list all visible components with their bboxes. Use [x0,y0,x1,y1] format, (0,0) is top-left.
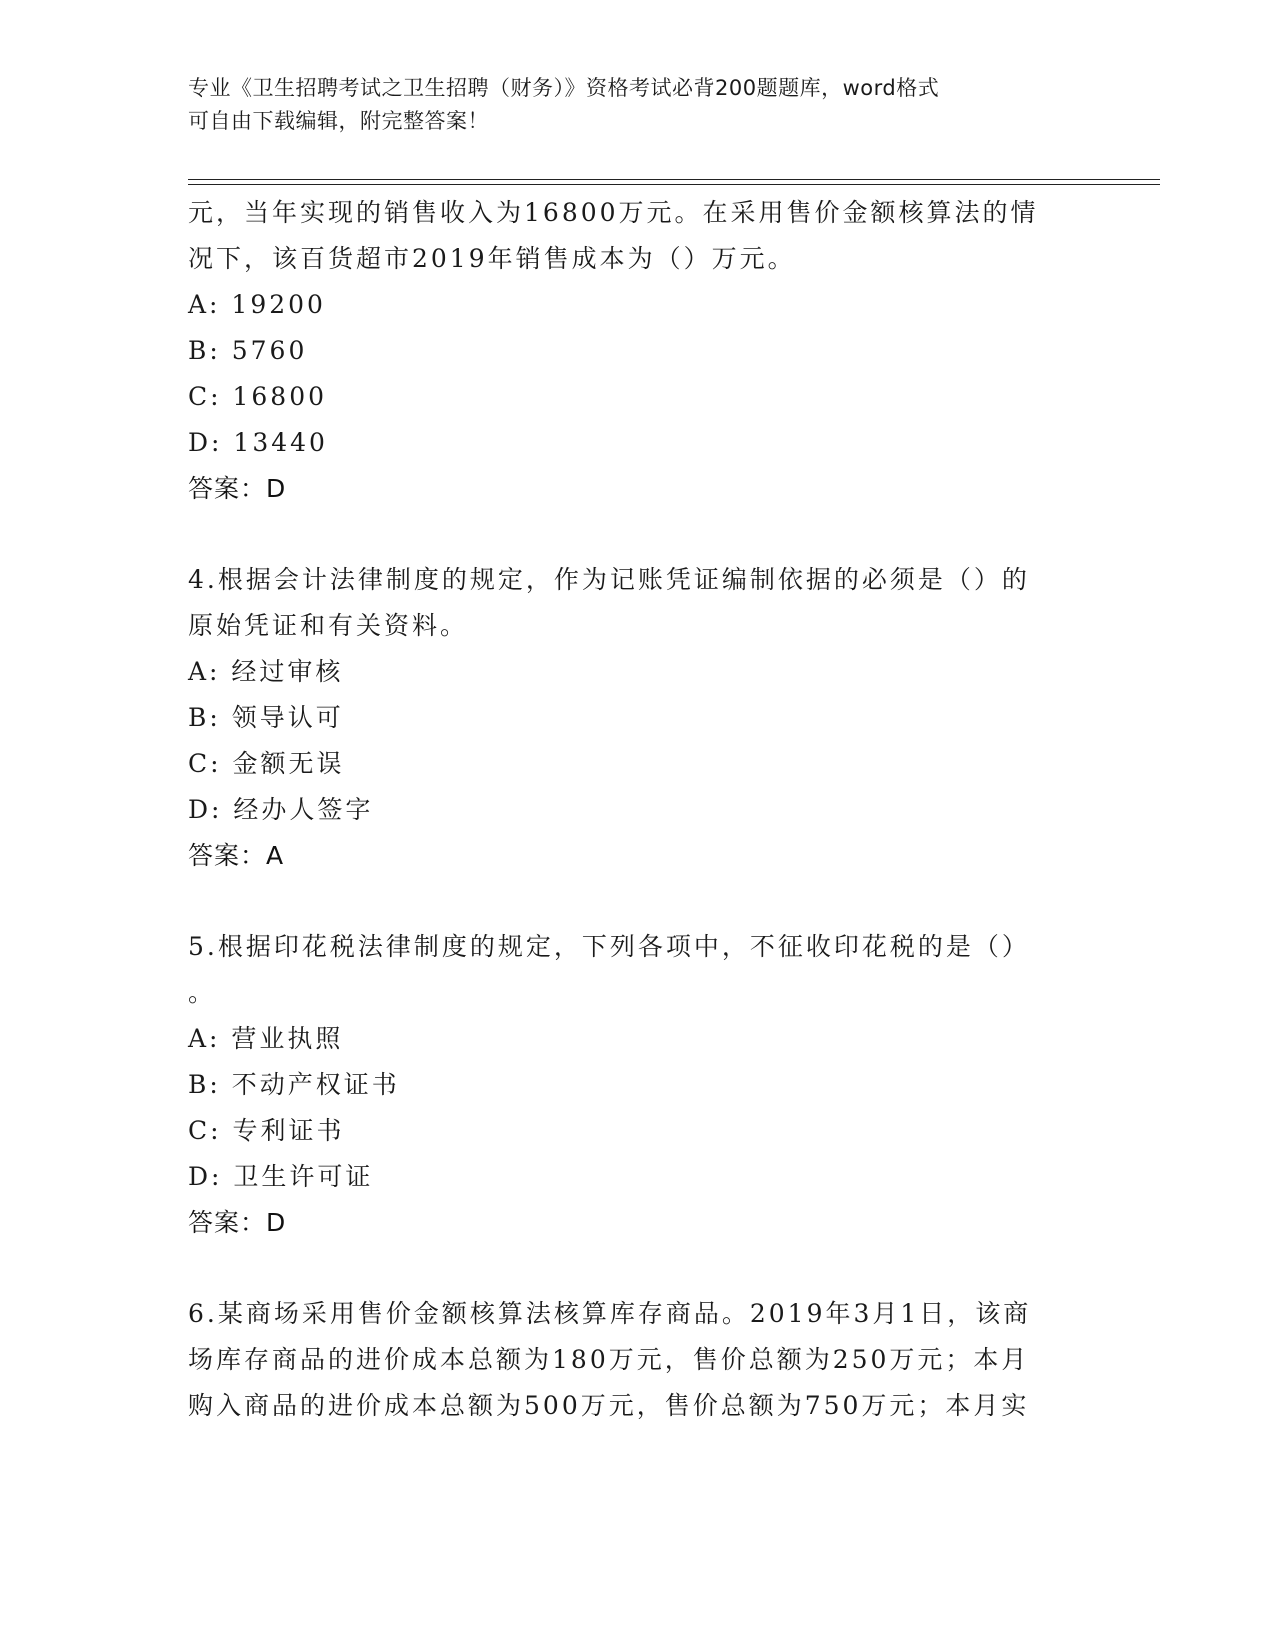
question-spacer [188,1246,1088,1291]
option-c: C: 专利证书 [188,1116,345,1145]
option-a: A: 经过审核 [188,657,344,686]
answer-label: 答案：A [188,841,285,870]
option-b: B: 5760 [188,336,308,365]
question-stem-line: 6.某商场采用售价金额核算法核算库存商品。2019年3月1日，该商 [188,1299,1032,1328]
header-title-line-2: 可自由下载编辑，附完整答案！ [188,109,489,133]
option-c: C: 16800 [188,382,328,411]
header-divider-top [188,179,1160,180]
question-stem-line: 4.根据会计法律制度的规定，作为记账凭证编制依据的必须是（）的 [188,565,1030,594]
answer-label: 答案：D [188,474,287,503]
question-stem-line: 元，当年实现的销售收入为16800万元。在采用售价金额核算法的情 [188,198,1039,227]
option-b: B: 不动产权证书 [188,1070,400,1099]
option-c: C: 金额无误 [188,749,345,778]
option-d: D: 卫生许可证 [188,1162,374,1191]
option-b: B: 领导认可 [188,703,344,732]
question-stem-line: 场库存商品的进价成本总额为180万元，售价总额为250万元；本月 [188,1345,1030,1374]
question-list [188,190,1088,1429]
question-stem-line: 5.根据印花税法律制度的规定，下列各项中，不征收印花税的是（） [188,932,1030,961]
option-a: A: 19200 [188,290,326,319]
question-spacer [188,879,1088,924]
header-title-line-1: 专业《卫生招聘考试之卫生招聘（财务）》资格考试必背200题题库，word格式 [188,76,940,100]
header-divider-bottom [188,184,1160,185]
question-stem-line: 况下，该百货超市2019年销售成本为（）万元。 [188,244,796,273]
option-d: D: 13440 [188,428,328,457]
question-stem-line: 原始凭证和有关资料。 [188,611,469,640]
answer-label: 答案：D [188,1208,287,1237]
question-stem-line: 购入商品的进价成本总额为500万元，售价总额为750万元；本月实 [188,1391,1030,1420]
question-spacer [188,512,1088,557]
question-6 [188,1291,1088,1429]
option-a: A: 营业执照 [188,1024,344,1053]
option-d: D: 经办人签字 [188,795,374,824]
question-5 [188,924,1088,1246]
question-3-continued [188,190,1088,512]
question-stem-line: 。 [188,978,217,1007]
document-header [188,72,1068,138]
question-4 [188,557,1088,879]
